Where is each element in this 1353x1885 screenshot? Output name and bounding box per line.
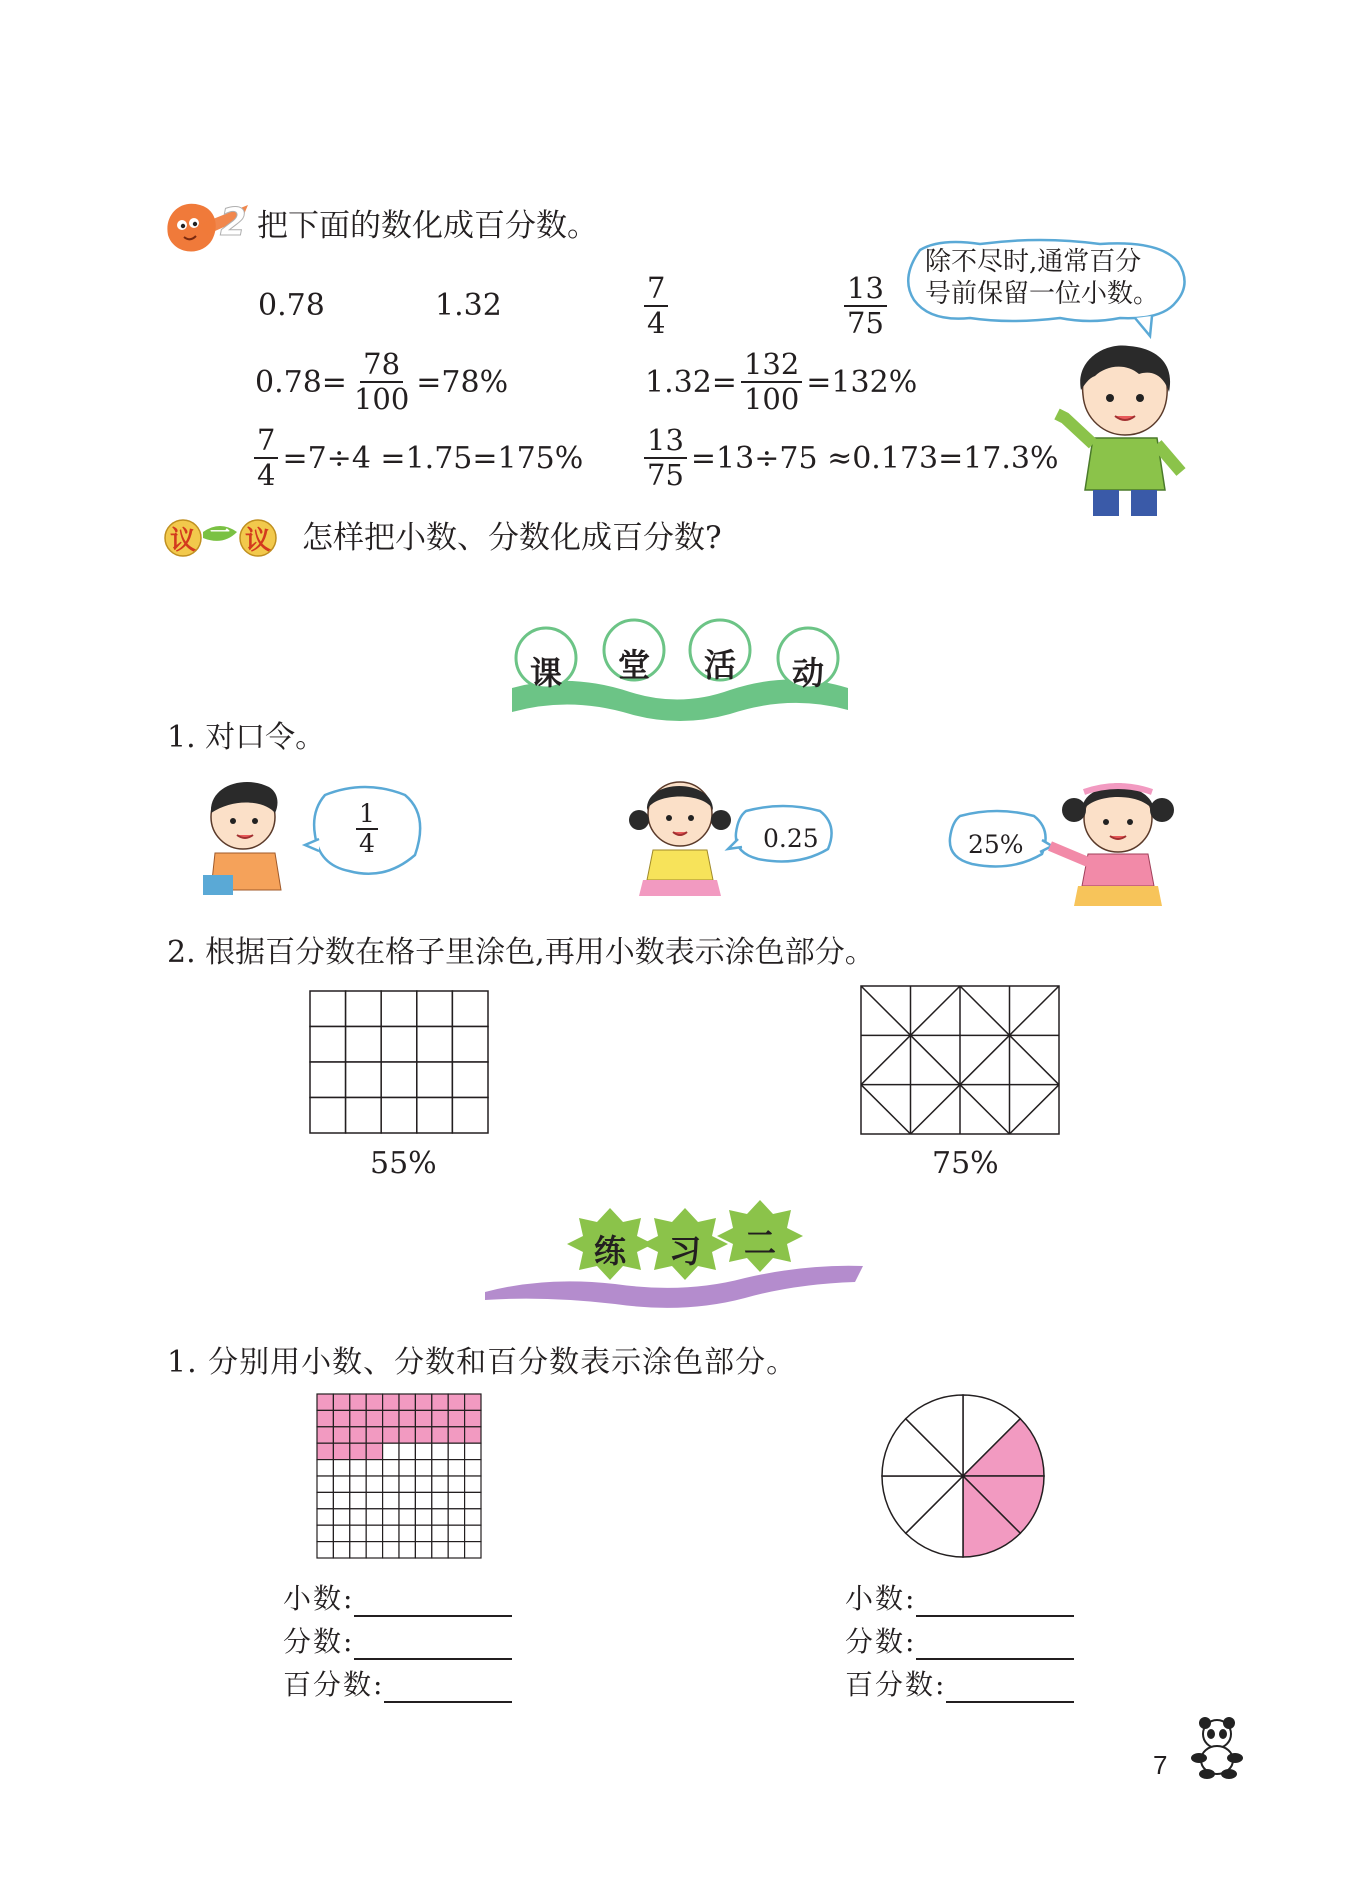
grid-cell xyxy=(381,991,417,1027)
left-decimal-row: 小数: xyxy=(283,1577,512,1617)
hundred-grid-cell xyxy=(366,1476,382,1492)
discuss-question: 怎样把小数、分数化成百分数? xyxy=(302,520,722,556)
grid-cell xyxy=(452,1062,488,1098)
hundred-grid-cell xyxy=(415,1492,431,1508)
grid-cell xyxy=(381,1062,417,1098)
hundred-grid-cell xyxy=(317,1525,333,1541)
hundred-grid-cell xyxy=(399,1460,415,1476)
hundred-grid-cell xyxy=(399,1509,415,1525)
item-decimal-b: 1.32 xyxy=(435,288,502,323)
item-fraction-c: $\frac{7}{4}$ xyxy=(640,272,672,340)
hundred-grid-cell xyxy=(448,1525,464,1541)
hundred-grid-cell xyxy=(350,1542,366,1558)
hundred-grid-cell xyxy=(366,1542,382,1558)
hundred-grid-cell xyxy=(333,1443,349,1459)
hundred-grid-cell xyxy=(448,1492,464,1508)
hundred-grid-cell xyxy=(317,1460,333,1476)
hundred-grid-cell xyxy=(465,1542,481,1558)
practice-banner-text: 练 习 二 xyxy=(594,1224,777,1270)
hundred-grid-cell xyxy=(465,1394,481,1410)
left-fraction-blank[interactable] xyxy=(354,1628,512,1660)
hundred-grid-cell xyxy=(432,1525,448,1541)
hundred-grid-cell xyxy=(366,1525,382,1541)
hundred-grid-cell xyxy=(399,1394,415,1410)
grid-cell xyxy=(417,1027,453,1063)
practice-q1: 1. 分别用小数、分数和百分数表示涂色部分。 xyxy=(167,1345,798,1380)
hundred-grid-cell xyxy=(415,1542,431,1558)
grid-cell xyxy=(417,1098,453,1134)
grid2-caption: 75% xyxy=(932,1146,999,1181)
example-instruction: 把下面的数化成百分数。 xyxy=(257,208,598,244)
hundred-grid-cell xyxy=(366,1509,382,1525)
hundred-grid-cell xyxy=(333,1492,349,1508)
grid-cell xyxy=(346,1062,382,1098)
grid-cell xyxy=(346,1027,382,1063)
hundred-grid-cell xyxy=(350,1443,366,1459)
panda-icon xyxy=(1185,1718,1245,1780)
hundred-grid-cell xyxy=(366,1460,382,1476)
hundred-grid-cell xyxy=(432,1427,448,1443)
left-fraction-row: 分数: xyxy=(283,1620,512,1660)
hundred-grid-cell xyxy=(317,1509,333,1525)
grid-cell xyxy=(310,1062,346,1098)
hundred-grid-cell xyxy=(383,1394,399,1410)
example-number-badge xyxy=(160,195,255,260)
hundred-grid-cell xyxy=(383,1410,399,1426)
hundred-grid-cell xyxy=(383,1443,399,1459)
grid-cell xyxy=(452,991,488,1027)
bubble-2-text: 0.25 xyxy=(763,824,819,853)
hundred-grid-cell xyxy=(350,1476,366,1492)
hundred-grid-cell xyxy=(317,1492,333,1508)
hundred-grid-cell xyxy=(432,1542,448,1558)
hundred-grid-cell xyxy=(432,1509,448,1525)
hundred-grid-cell xyxy=(366,1492,382,1508)
right-fraction-blank[interactable] xyxy=(916,1628,1074,1660)
example-number: 2 xyxy=(220,200,247,244)
hundred-grid-cell xyxy=(350,1525,366,1541)
hundred-grid-cell xyxy=(350,1492,366,1508)
hundred-grid-cell xyxy=(383,1542,399,1558)
work-line-1: 0.78= $\frac{78}{100}$ =78% xyxy=(255,347,509,416)
hundred-grid-cell xyxy=(366,1410,382,1426)
right-fraction-row: 分数: xyxy=(845,1620,1074,1660)
work-line-4: $\frac{13}{75}$ =13÷75 ≈0.173=17.3% xyxy=(640,424,1059,492)
hundred-grid-cell xyxy=(465,1509,481,1525)
hundred-grid-cell xyxy=(432,1492,448,1508)
speech-text: 除不尽时,通常百分 号前保留一位小数。 xyxy=(925,247,1160,309)
item-decimal-a: 0.78 xyxy=(258,288,325,323)
grid-cell xyxy=(417,991,453,1027)
hundred-grid-cell xyxy=(399,1492,415,1508)
hundred-grid-cell xyxy=(383,1525,399,1541)
grid-cell xyxy=(452,1098,488,1134)
left-percent-row: 百分数: xyxy=(283,1663,512,1703)
hundred-grid-cell xyxy=(399,1443,415,1459)
grid-cell xyxy=(346,991,382,1027)
hundred-grid xyxy=(316,1393,482,1559)
hundred-grid-cell xyxy=(333,1525,349,1541)
activity-banner-text: 课 堂 活 动 xyxy=(530,646,825,692)
hundred-grid-cell xyxy=(333,1460,349,1476)
hundred-grid-cell xyxy=(350,1410,366,1426)
hundred-grid-cell xyxy=(366,1443,382,1459)
pie-circle xyxy=(880,1393,1046,1559)
hundred-grid-cell xyxy=(333,1410,349,1426)
right-percent-row: 百分数: xyxy=(845,1663,1074,1703)
grid-cell xyxy=(381,1098,417,1134)
right-decimal-row: 小数: xyxy=(845,1577,1074,1617)
hundred-grid-cell xyxy=(415,1394,431,1410)
hundred-grid-cell xyxy=(366,1427,382,1443)
hundred-grid-cell xyxy=(333,1509,349,1525)
hundred-grid-cell xyxy=(448,1460,464,1476)
hundred-grid-cell xyxy=(399,1410,415,1426)
bubble-1-fraction: $\frac{1}{4}$ xyxy=(352,800,382,858)
hundred-grid-cell xyxy=(415,1410,431,1426)
hundred-grid-cell xyxy=(350,1460,366,1476)
hundred-grid-cell xyxy=(415,1427,431,1443)
hundred-grid-cell xyxy=(432,1410,448,1426)
bubble-3-text: 25% xyxy=(968,830,1024,859)
hundred-grid-cell xyxy=(399,1476,415,1492)
grid-cell xyxy=(381,1027,417,1063)
item-fraction-d: $\frac{13}{75}$ xyxy=(840,272,891,340)
grid1-caption: 55% xyxy=(370,1146,437,1181)
hundred-grid-cell xyxy=(432,1394,448,1410)
triangle-grid[interactable] xyxy=(860,985,1060,1135)
grid-cell xyxy=(310,991,346,1027)
left-percent-blank[interactable] xyxy=(384,1671,512,1703)
hundred-grid-cell xyxy=(317,1443,333,1459)
hundred-grid-cell xyxy=(399,1525,415,1541)
hundred-grid-cell xyxy=(383,1492,399,1508)
hundred-grid-cell xyxy=(432,1476,448,1492)
hundred-grid-cell xyxy=(383,1460,399,1476)
hundred-grid-cell xyxy=(333,1394,349,1410)
hundred-grid-cell xyxy=(432,1460,448,1476)
hundred-grid-cell xyxy=(432,1443,448,1459)
hundred-grid-cell xyxy=(415,1476,431,1492)
hundred-grid-cell xyxy=(383,1509,399,1525)
hundred-grid-cell xyxy=(448,1509,464,1525)
work-line-2: 1.32= $\frac{132}{100}$ =132% xyxy=(645,347,918,416)
right-percent-blank[interactable] xyxy=(946,1671,1074,1703)
hundred-grid-cell xyxy=(465,1460,481,1476)
activity-q2: 2. 根据百分数在格子里涂色,再用小数表示涂色部分。 xyxy=(167,935,875,970)
hundred-grid-cell xyxy=(317,1427,333,1443)
hundred-grid-cell xyxy=(317,1542,333,1558)
hundred-grid-cell xyxy=(383,1427,399,1443)
hundred-grid-cell xyxy=(448,1542,464,1558)
grid-cell xyxy=(310,1098,346,1134)
hundred-grid-cell xyxy=(415,1509,431,1525)
grid-cell xyxy=(417,1062,453,1098)
hundred-grid-cell xyxy=(448,1476,464,1492)
discuss-badge: 议 一 议 xyxy=(170,520,272,556)
left-decimal-blank[interactable] xyxy=(354,1585,512,1617)
square-grid-5x4[interactable] xyxy=(309,990,489,1134)
page-number: 7 xyxy=(1153,1750,1168,1780)
hundred-grid-cell xyxy=(366,1394,382,1410)
hundred-grid-cell xyxy=(465,1525,481,1541)
hundred-grid-cell xyxy=(465,1492,481,1508)
hundred-grid-cell xyxy=(350,1427,366,1443)
hundred-grid-cell xyxy=(317,1476,333,1492)
hundred-grid-cell xyxy=(465,1476,481,1492)
hundred-grid-cell xyxy=(415,1525,431,1541)
hundred-grid-cell xyxy=(399,1427,415,1443)
hundred-grid-cell xyxy=(465,1410,481,1426)
kid-boy-illustration xyxy=(195,775,305,900)
hundred-grid-cell xyxy=(448,1427,464,1443)
hundred-grid-cell xyxy=(399,1542,415,1558)
grid-cell xyxy=(346,1098,382,1134)
grid-cell xyxy=(310,1027,346,1063)
kid-girl-2-illustration xyxy=(1050,770,1180,910)
hundred-grid-cell xyxy=(415,1460,431,1476)
work-line-3: $\frac{7}{4}$ =7÷4 =1.75=175% xyxy=(250,424,583,492)
hundred-grid-cell xyxy=(350,1394,366,1410)
hundred-grid-cell xyxy=(448,1443,464,1459)
right-decimal-blank[interactable] xyxy=(916,1585,1074,1617)
hundred-grid-cell xyxy=(448,1410,464,1426)
kid-girl-illustration xyxy=(625,770,735,900)
activity-q1: 1. 对口令。 xyxy=(167,720,326,755)
hundred-grid-cell xyxy=(333,1427,349,1443)
hundred-grid-cell xyxy=(465,1443,481,1459)
hundred-grid-cell xyxy=(317,1410,333,1426)
hundred-grid-cell xyxy=(415,1443,431,1459)
hundred-grid-cell xyxy=(333,1476,349,1492)
hundred-grid-cell xyxy=(465,1427,481,1443)
boy-illustration xyxy=(1055,340,1195,520)
hundred-grid-cell xyxy=(383,1476,399,1492)
hundred-grid-cell xyxy=(448,1394,464,1410)
hundred-grid-cell xyxy=(350,1509,366,1525)
hundred-grid-cell xyxy=(317,1394,333,1410)
hundred-grid-cell xyxy=(333,1542,349,1558)
grid-cell xyxy=(452,1027,488,1063)
